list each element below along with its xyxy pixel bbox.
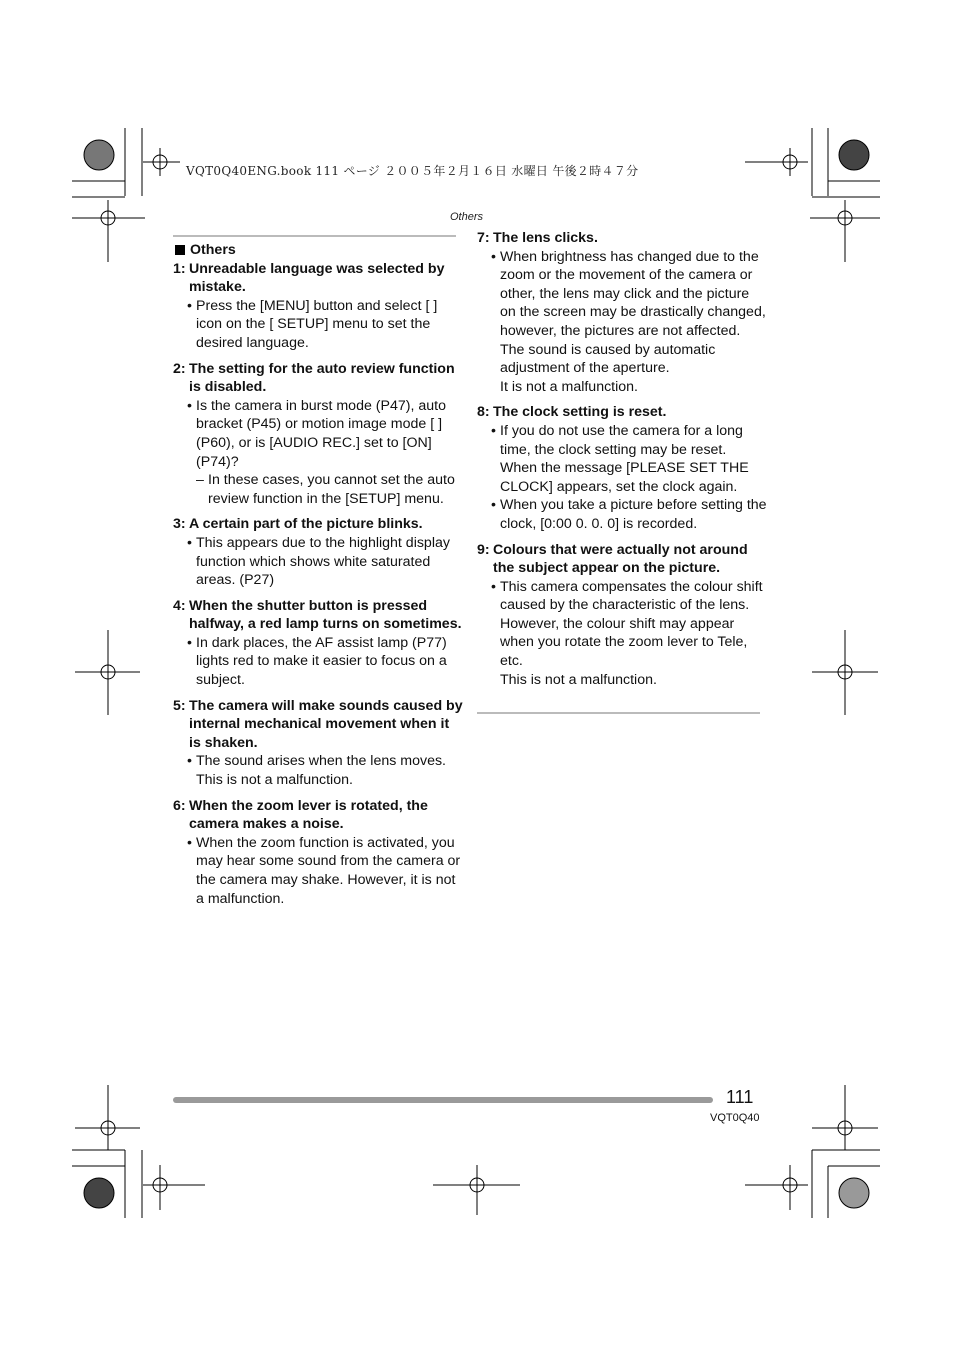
section-label: Others (450, 211, 484, 223)
faq-question: 8: The clock setting is reset. (477, 404, 667, 421)
faq-answer-continued: This is not a malfunction. (500, 671, 657, 688)
bottom-rule-right (477, 712, 760, 714)
faq-answer: • The sound arises when the lens moves. This is not a malfunction. (187, 753, 446, 789)
faq-item-6 (173, 797, 463, 909)
faq-question: 2: The setting for the auto review function is disabled. (173, 360, 455, 396)
faq-item-1 (173, 260, 463, 353)
faq-answer: • Press the [MENU] button and select [ ] icon on the [ SETUP] menu to set the desired language. (187, 297, 438, 351)
faq-question: 9: Colours that were actually not around the subject appear on the picture. (477, 541, 748, 577)
faq-item-9 (477, 541, 767, 690)
faq-item-4 (173, 597, 463, 690)
faq-answer: • When brightness has changed due to the zoom or the movement of the camera or other, the lens may click and the picture on the screen may be drastically changed, however, the pictures are not affected. (491, 248, 766, 339)
faq-item-7 (477, 229, 767, 396)
faq-answer: • This appears due to the highlight display function which shows white saturated areas. (P27) (187, 534, 450, 589)
faq-question: 1: Unreadable language was selected by mistake. (173, 260, 445, 296)
faq-question: 6: When the zoom lever is rotated, the camera makes a noise. (173, 797, 428, 833)
section-heading: Others (173, 241, 463, 260)
faq-question: 5: The camera will make sounds caused by internal mechanical movement when it is shaken. (173, 697, 463, 751)
faq-item-3 (173, 515, 463, 589)
footer-bar (173, 1097, 713, 1103)
right-column (477, 229, 767, 696)
print-header: VQT0Q40ENG.book 111 ページ ２００５年２月１６日 水曜日 午後２時４７分 (186, 164, 639, 178)
faq-answer-continued: The sound is caused by automatic adjustment of the aperture. (500, 341, 716, 377)
model-code: VQT0Q40 (710, 1112, 760, 1124)
faq-question: 7: The lens clicks. (477, 230, 598, 246)
faq-item-5 (173, 697, 463, 790)
faq-question: 4: When the shutter button is pressed halfway, a red lamp turns on sometimes. (173, 597, 462, 633)
top-rule-left (173, 235, 456, 237)
faq-answer: • This camera compensates the colour shift caused by the characteristic of the lens. However, the colour shift may appear when you rotate the zoom lever to Tele, etc. (491, 578, 763, 670)
faq-note: – In these cases, you cannot set the auto review function in the [SETUP] menu. (196, 472, 455, 507)
left-column (173, 241, 463, 915)
faq-answer: • In dark places, the AF assist lamp (P77) lights red to make it easier to focus on a subject. (187, 634, 447, 689)
faq-answer: • Is the camera in burst mode (P47), auto bracket (P45) or motion image mode [ ] (P60), or is [AUDIO REC.] set to [ON] (P74)? (187, 397, 446, 470)
square-bullet-icon (175, 245, 185, 255)
faq-item-8 (477, 403, 767, 533)
faq-answer: • If you do not use the camera for a long time, the clock setting may be reset. When the message [PLEASE SET THE CLOCK] appears, set the clock again. (491, 422, 749, 495)
faq-answer-continued: It is not a malfunction. (500, 378, 639, 395)
faq-answer: • When you take a picture before setting the clock, [0:00 0. 0. 0] is recorded. (491, 497, 767, 532)
page-number: 111 (726, 1087, 754, 1107)
faq-item-2 (173, 360, 463, 509)
faq-question: 3: A certain part of the picture blinks. (173, 516, 423, 533)
faq-answer: • When the zoom function is activated, you may hear some sound from the camera or the camera may shake. However, it is not a malfunction. (187, 834, 461, 907)
